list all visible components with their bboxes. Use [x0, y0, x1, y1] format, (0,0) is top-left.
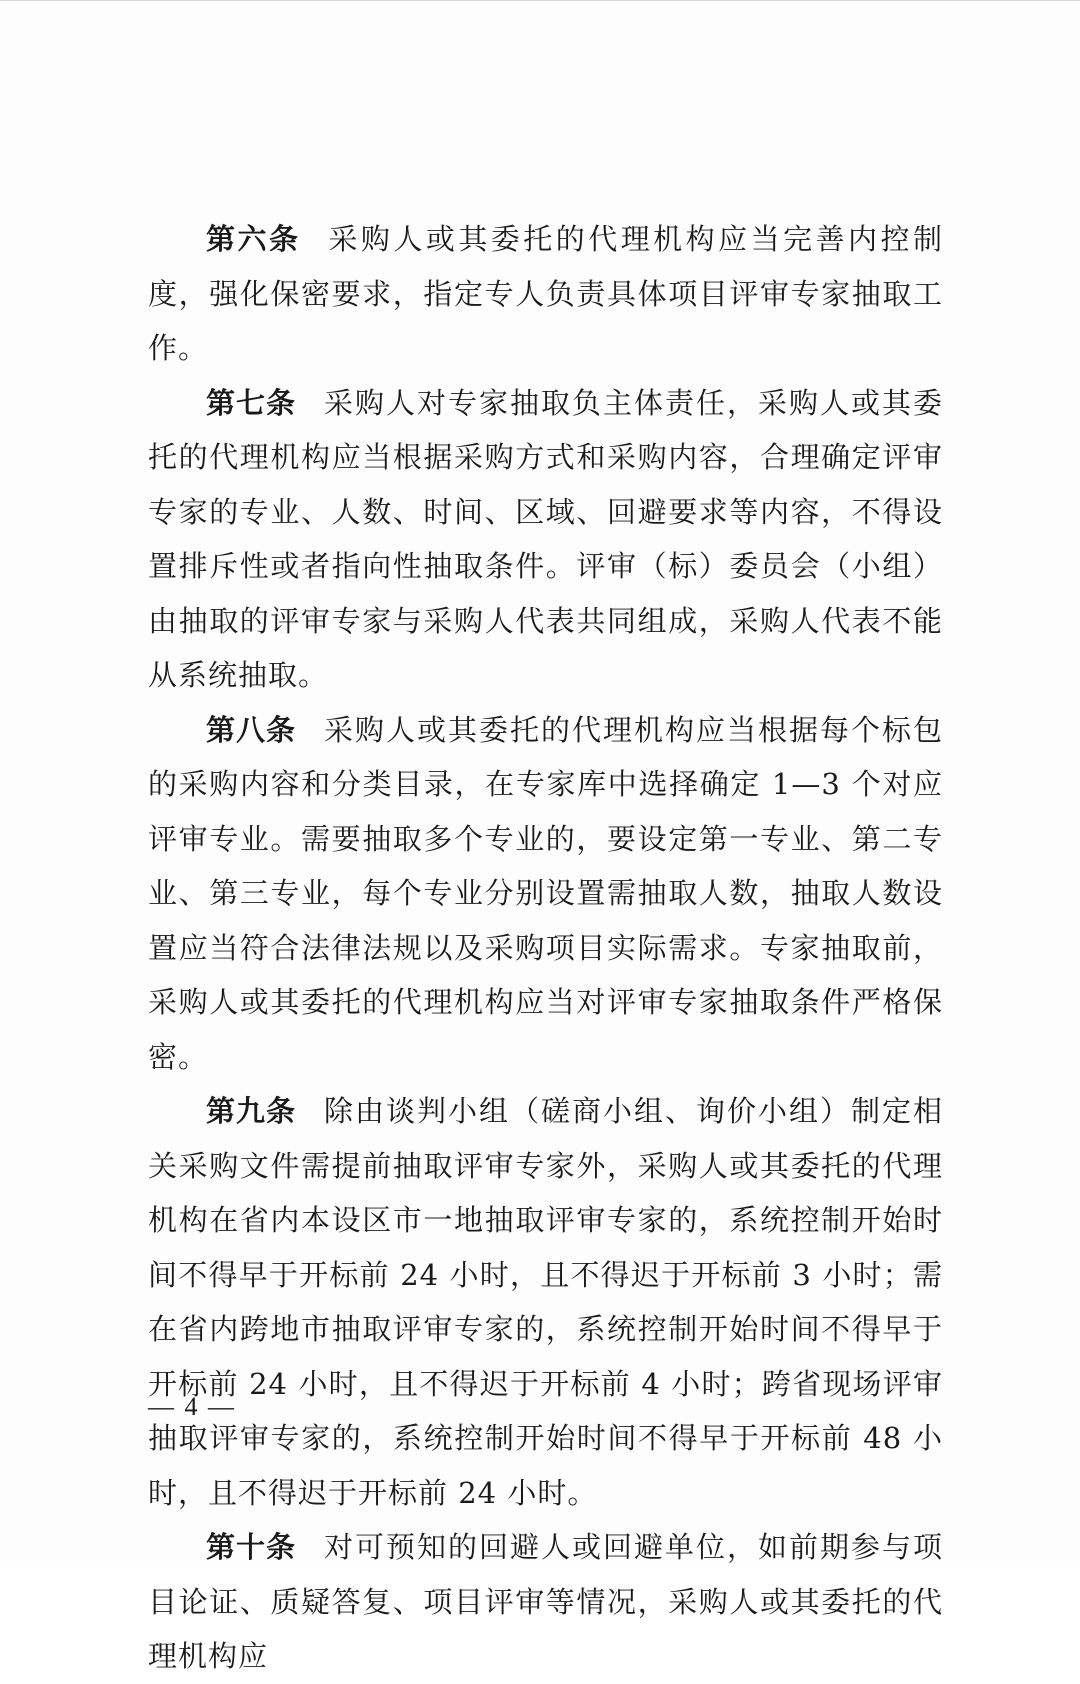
document-body	[148, 212, 943, 1684]
article-text: 采购人对专家抽取负主体责任，采购人或其委托的代理机构应当根据采购方式和采购内容，合理确定评审专家的专业、人数、时间、区域、回避要求等内容，不得设置排斥性或者指向性抽取条件。评审（标）委员会（小组）由抽取的评审专家与采购人代表共同组成，采购人代表不能从系统抽取。	[148, 385, 943, 692]
article-text: 除由谈判小组（磋商小组、询价小组）制定相关采购文件需提前抽取评审专家外，采购人或其委托的代理机构在省内本设区市一地抽取评审专家的，系统控制开始时间不得早于开标前 24 小时，且不得迟于开标前 3 小时；需在省内跨地市抽取评审专家的，系统控制开始时间不得早于开标前 24 小时，且不得迟于开标前 4 小时；跨省现场评审抽取评审专家的，系统控制开始时间不得早于开标前 48 小时，且不得迟于开标前 24 小时。	[148, 1094, 943, 1510]
article-text: 采购人或其委托的代理机构应当完善内控制度，强化保密要求，指定专人负责具体项目评审专家抽取工作。	[148, 222, 943, 365]
article-7	[148, 376, 943, 703]
page-number: — 4 —	[148, 1392, 236, 1421]
article-9	[148, 1084, 943, 1520]
article-heading: 第九条	[206, 1094, 296, 1128]
article-heading: 第七条	[206, 385, 296, 420]
article-8	[148, 703, 943, 1085]
article-heading: 第八条	[206, 712, 296, 747]
article-6	[148, 212, 943, 376]
article-text: 采购人或其委托的代理机构应当根据每个标包的采购内容和分类目录，在专家库中选择确定 1—3 个对应评审专业。需要抽取多个专业的，要设定第一专业、第二专业、第三专业，每个专业分别设置需抽取人数，抽取人数设置应当符合法律法规以及采购项目实际需求。专家抽取前，采购人或其委托的代理机构应当对评审专家抽取条件严格保密。	[148, 712, 943, 1074]
article-heading: 第十条	[206, 1530, 296, 1564]
article-10	[148, 1520, 943, 1684]
article-text: 对可预知的回避人或回避单位，如前期参与项目论证、质疑答复、项目评审等情况，采购人或其委托的代理机构应	[148, 1530, 943, 1673]
scan-edge-mark	[0, 0, 1080, 1]
article-heading: 第六条	[206, 222, 301, 256]
